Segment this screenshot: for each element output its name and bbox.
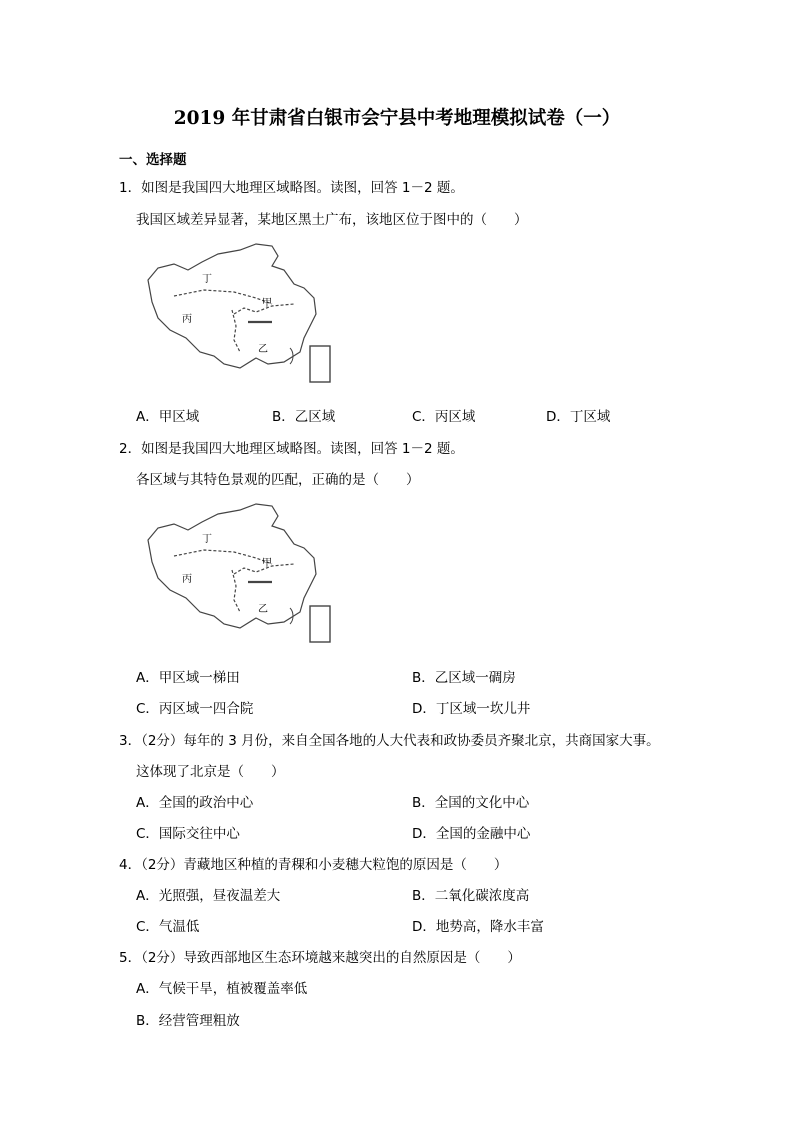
q2-question: 各区域与其特色景观的匹配，正确的是（ ） [136, 472, 420, 488]
map-label-bing: 丙 [182, 314, 192, 325]
region-boundary [174, 550, 272, 564]
map-label-yi: 乙 [258, 344, 268, 355]
q3-option-b: B．全国的文化中心 [412, 795, 530, 811]
q4-option-b: B．二氧化碳浓度高 [412, 888, 530, 904]
region-boundary [174, 290, 272, 304]
q5-option-a: A．气候干旱，植被覆盖率低 [136, 981, 308, 997]
map-label-yi: 乙 [258, 604, 268, 615]
q4-option-a: A．光照强，昼夜温差大 [136, 888, 281, 904]
q2-option-d: D．丁区域一坎儿井 [412, 701, 531, 717]
q1-question: 我国区域差异显著，某地区黑土广布，该地区位于图中的（ ） [136, 212, 528, 228]
map-label-ding: 丁 [202, 534, 212, 545]
q3-option-a: A．全国的政治中心 [136, 795, 254, 811]
map-label-jia: 甲 [262, 298, 272, 309]
q2-stem: 2．如图是我国四大地理区域略图。读图，回答 1－2 题。 [119, 441, 464, 457]
q1-option-a: A．甲区域 [136, 409, 200, 425]
q4-stem: 4．（2分）青藏地区种植的青稞和小麦穗大粒饱的原因是（ ） [119, 857, 508, 873]
q3-question: 这体现了北京是（ ） [136, 764, 285, 780]
china-regions-map-1 [144, 240, 336, 385]
q4-option-c: C．气温低 [136, 919, 200, 935]
map-label-ding: 丁 [202, 274, 212, 285]
q3-option-c: C．国际交往中心 [136, 826, 240, 842]
q3-stem: 3．（2分）每年的 3 月份，来自全国各地的人大代表和政协委员齐聚北京，共商国家大事。 [119, 733, 660, 749]
south-china-sea-inset [310, 606, 330, 642]
q1-stem: 1．如图是我国四大地理区域略图。读图，回答 1－2 题。 [119, 180, 464, 196]
south-china-sea-inset [310, 346, 330, 382]
q4-option-d: D．地势高，降水丰富 [412, 919, 544, 935]
q2-option-b: B．乙区域一碉房 [412, 670, 516, 686]
q1-option-d: D．丁区域 [546, 409, 611, 425]
q3-option-d: D．全国的金融中心 [412, 826, 531, 842]
q5-stem: 5．（2分）导致西部地区生态环境越来越突出的自然原因是（ ） [119, 950, 521, 966]
map-label-bing: 丙 [182, 574, 192, 585]
q2-option-c: C．丙区域一四合院 [136, 701, 254, 717]
q5-option-b: B．经营管理粗放 [136, 1013, 240, 1029]
page-title: 2019 年甘肃省白银市会宁县中考地理模拟试卷（一） [173, 108, 621, 129]
region-boundary [232, 570, 240, 612]
region-boundary [232, 310, 240, 352]
q1-option-b: B．乙区域 [272, 409, 336, 425]
q2-option-a: A．甲区域一梯田 [136, 670, 240, 686]
section-heading: 一、选择题 [119, 152, 187, 168]
q1-option-c: C．丙区域 [412, 409, 476, 425]
map-label-jia: 甲 [262, 558, 272, 569]
china-regions-map-2 [144, 500, 336, 645]
